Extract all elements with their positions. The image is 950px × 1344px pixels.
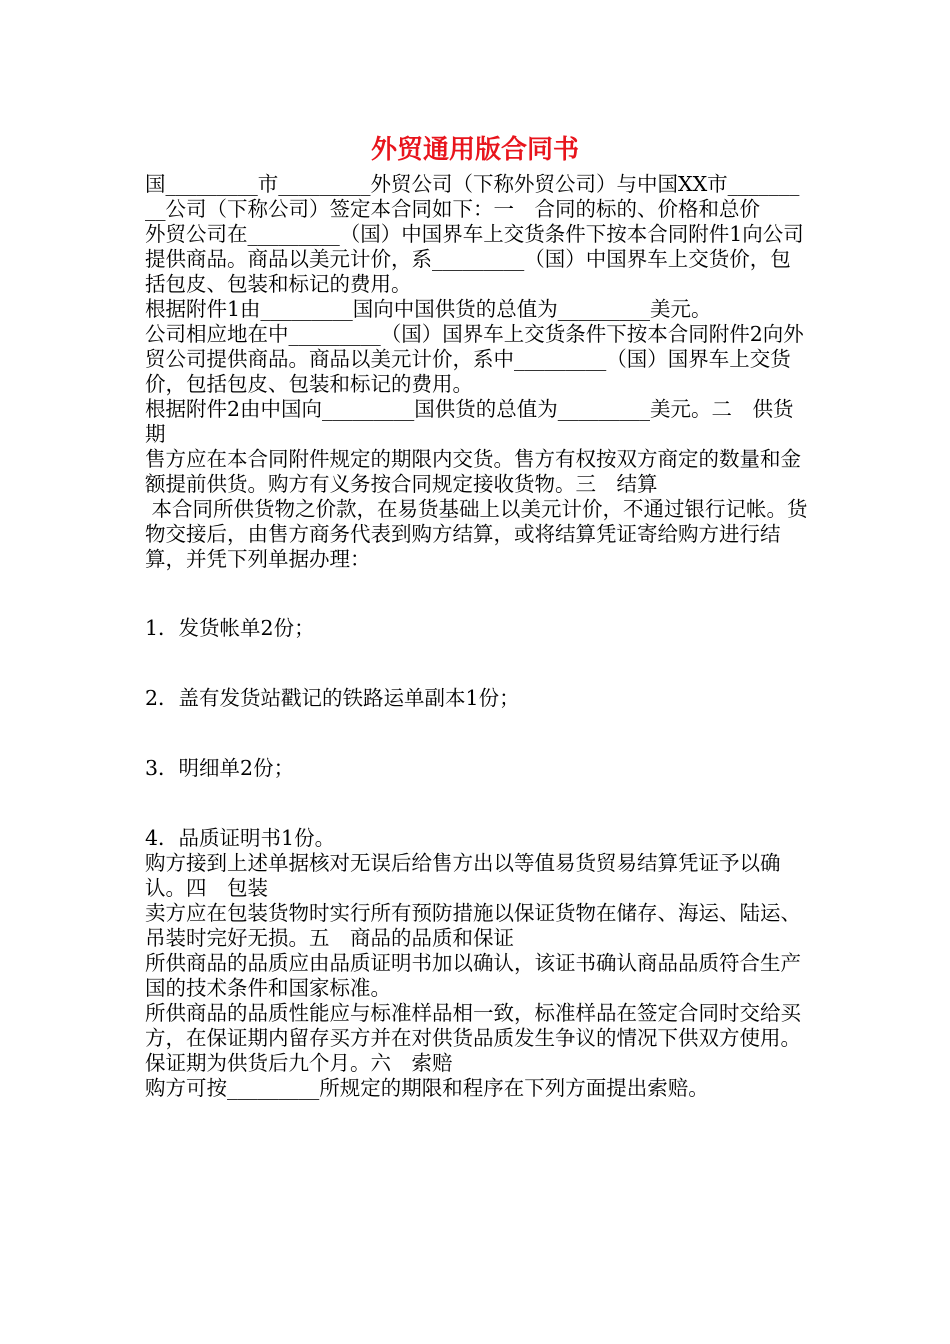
paragraph-confirmation: 购方接到上述单据核对无误后给售方出以等值易货贸易结算凭证予以确认。四 包装 bbox=[145, 851, 781, 900]
paragraph-quality-sample: 所供商品的品质性能应与标准样品相一致，标准样品在签定合同时交给买方，在保证期内留存买方并在对供货品质发生争议的情况下供双方使用。 bbox=[145, 1001, 801, 1050]
paragraph-packaging: 卖方应在包装货物时实行所有预防措施以保证货物在储存、海运、陆运、吊装时完好无损。五 商品的品质和保证 bbox=[145, 901, 801, 950]
paragraph-appendix1-total: 根据附件1由_________国向中国供货的总值为_________美元。 bbox=[145, 297, 712, 321]
list-item-waybill: 2．盖有发货站戳记的铁路运单副本1份； bbox=[145, 686, 520, 710]
paragraph-appendix2-total: 根据附件2由中国向_________国供货的总值为_________美元。二 供货期 bbox=[145, 397, 794, 446]
paragraph-delivery-period: 售方应在本合同附件规定的期限内交货。售方有权按双方商定的数量和金额提前供货。购方有义务按合同规定接收货物。三 结算 bbox=[145, 447, 801, 496]
paragraph-foreign-supply: 外贸公司在_________（国）中国界车上交货条件下按本合同附件1向公司提供商品。商品以美元计价，系_________（国）中国界车上交货价，包括包皮、包装和标记的费用。 bbox=[145, 222, 804, 296]
paragraph-warranty: 保证期为供货后九个月。六 索赔 bbox=[145, 1051, 453, 1075]
list-item-quality-certificate: 4．品质证明书1份。 bbox=[145, 826, 336, 850]
paragraph-parties: 国_________市_________外贸公司（下称外贸公司）与中国XX市_________公司（下称公司）签定本合同如下：一 合同的标的、价格和总价 bbox=[145, 172, 800, 221]
paragraph-settlement: 本合同所供货物之价款，在易货基础上以美元计价，不通过银行记帐。货物交接后，由售方商务代表到购方结算，或将结算凭证寄给购方进行结算，并凭下列单据办理： bbox=[145, 497, 808, 571]
list-item-packing-list: 3．明细单2份； bbox=[145, 756, 295, 780]
document-body bbox=[145, 172, 808, 1101]
document-title: 外贸通用版合同书 bbox=[370, 135, 579, 165]
paragraph-claims: 购方可按_________所规定的期限和程序在下列方面提出索赔。 bbox=[145, 1076, 709, 1100]
paragraph-quality-cert: 所供商品的品质应由品质证明书加以确认，该证书确认商品品质符合生产国的技术条件和国家标准。 bbox=[145, 951, 801, 1000]
list-item-invoice: 1．发货帐单2份； bbox=[145, 616, 315, 640]
paragraph-company-supply: 公司相应地在中_________（国）国界车上交货条件下按本合同附件2向外贸公司提供商品。商品以美元计价，系中_________（国）国界车上交货价，包括包皮、包装和标记的费用。 bbox=[145, 322, 804, 396]
